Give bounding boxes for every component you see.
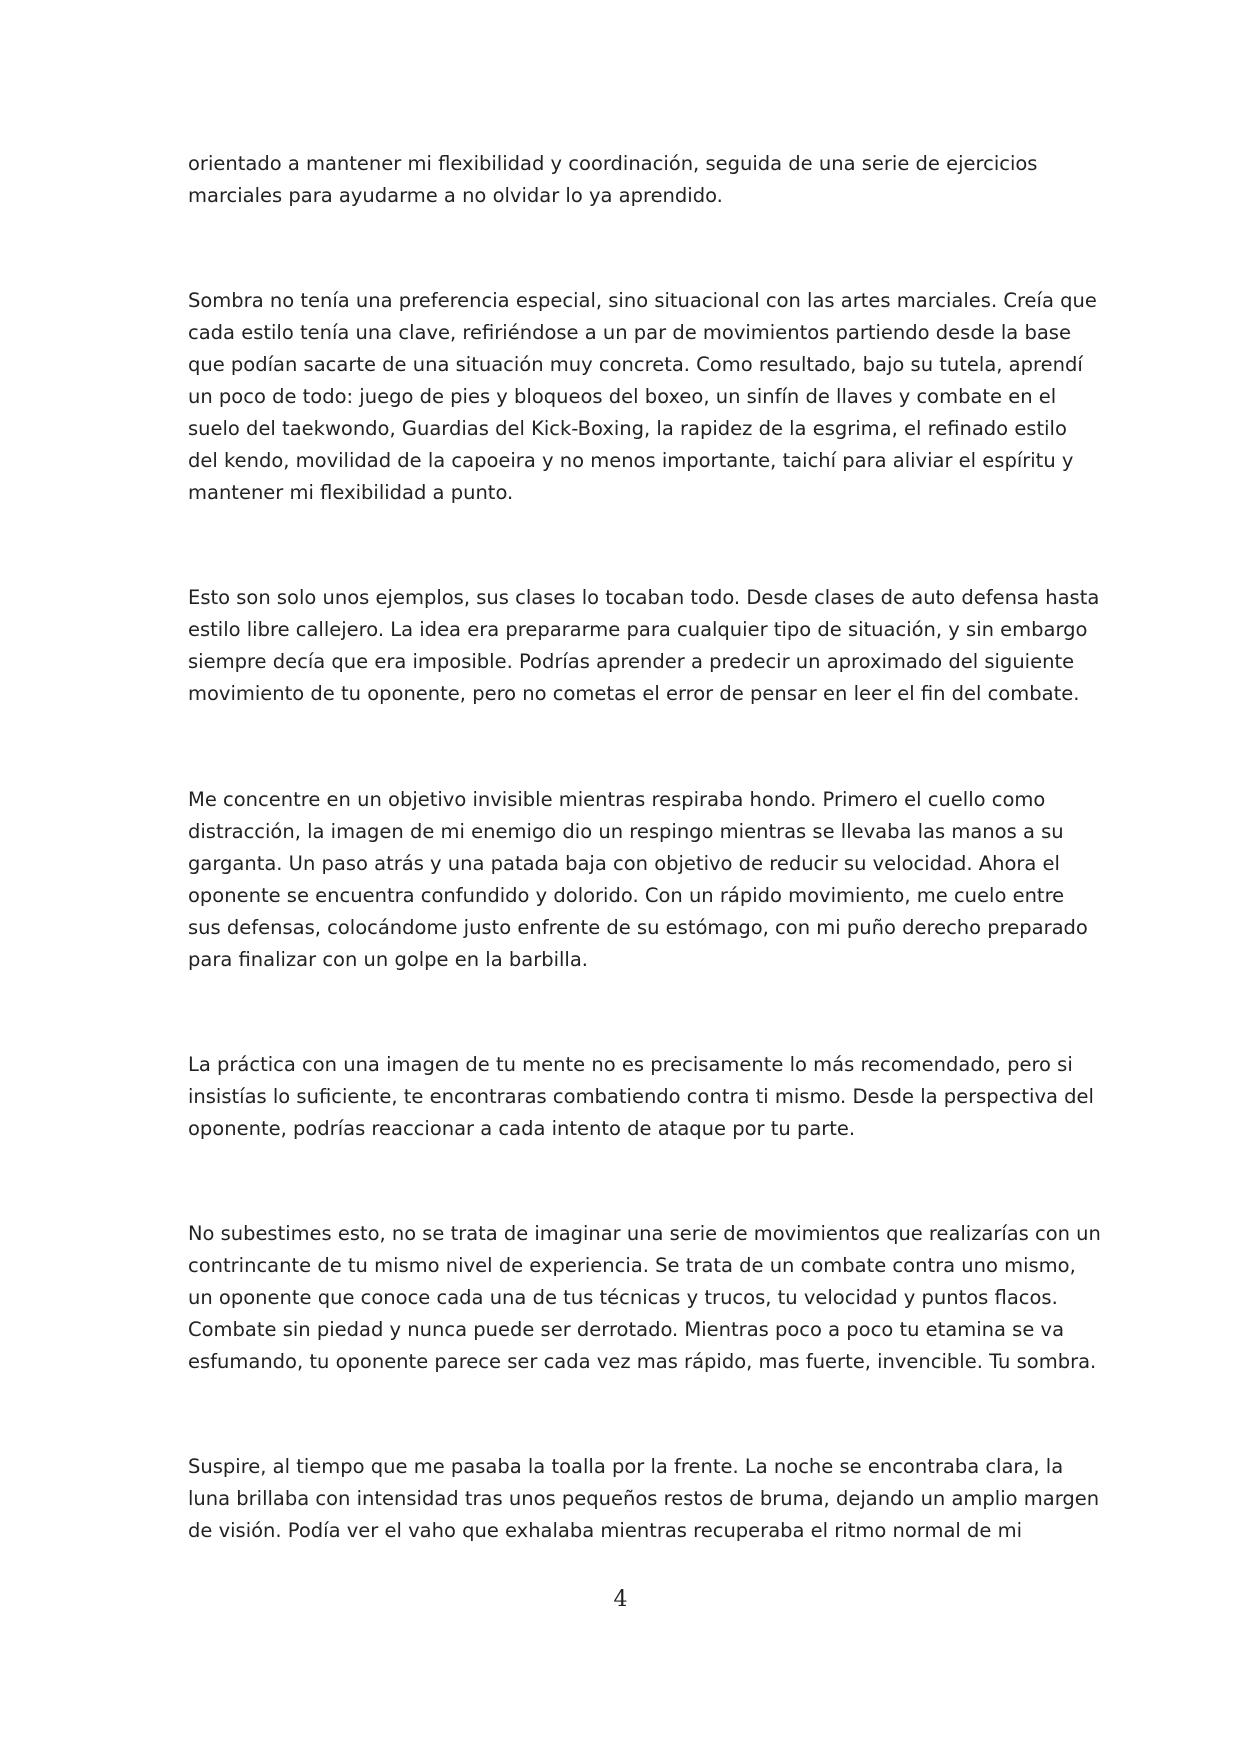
text-line: insistías lo suficiente, te encontraras combatiendo contra ti mismo. Desde la perspectiva del <box>188 1085 1094 1108</box>
text-line: esfumando, tu oponente parece ser cada vez mas rápido, mas fuerte, invencible. Tu sombra. <box>188 1350 1097 1373</box>
text-line: para finalizar con un golpe en la barbilla. <box>188 948 588 971</box>
text-line: de visión. Podía ver el vaho que exhalaba mientras recuperaba el ritmo normal de mi <box>188 1519 1023 1542</box>
text-line: Me concentre en un objetivo invisible mientras respiraba hondo. Primero el cuello como <box>188 788 1046 811</box>
text-line: oponente se encuentra confundido y dolorido. Con un rápido movimiento, me cuelo entre <box>188 884 1065 907</box>
text-line: sus defensas, colocándome justo enfrente de su estómago, con mi puño derecho preparado <box>188 916 1088 939</box>
text-line: siempre decía que era imposible. Podrías aprender a predecir un aproximado del siguiente <box>188 650 1075 673</box>
text-line: oponente, podrías reaccionar a cada intento de ataque por tu parte. <box>188 1117 856 1140</box>
text-line: Esto son solo unos ejemplos, sus clases lo tocaban todo. Desde clases de auto defensa hasta <box>188 586 1100 609</box>
text-line: No subestimes esto, no se trata de imaginar una serie de movimientos que realizarías con un <box>188 1222 1101 1245</box>
text-line: luna brillaba con intensidad tras unos pequeños restos de bruma, dejando un amplio margen <box>188 1487 1100 1510</box>
text-line: La práctica con una imagen de tu mente no es precisamente lo más recomendado, pero si <box>188 1053 1073 1076</box>
text-line: del kendo, movilidad de la capoeira y no menos importante, taichí para aliviar el espíritu y <box>188 449 1074 472</box>
text-line: contrincante de tu mismo nivel de experiencia. Se trata de un combate contra uno mismo, <box>188 1254 1076 1277</box>
text-line: marciales para ayudarme a no olvidar lo ya aprendido. <box>188 184 723 207</box>
text-line: Suspire, al tiempo que me pasaba la toalla por la frente. La noche se encontraba clara, la <box>188 1455 1064 1478</box>
text-line: un oponente que conoce cada una de tus técnicas y trucos, tu velocidad y puntos flacos. <box>188 1286 1058 1309</box>
text-line: mantener mi flexibilidad a punto. <box>188 481 514 504</box>
text-line: garganta. Un paso atrás y una patada baja con objetivo de reducir su velocidad. Ahora el <box>188 852 1060 875</box>
text-line: que podían sacarte de una situación muy concreta. Como resultado, bajo su tutela, aprendí <box>188 353 1083 376</box>
text-line: distracción, la imagen de mi enemigo dio un respingo mientras se llevaba las manos a su <box>188 820 1064 843</box>
text-line: un poco de todo: juego de pies y bloqueos del boxeo, un sinfín de llaves y combate en el <box>188 385 1057 408</box>
text-line: suelo del taekwondo, Guardias del Kick-Boxing, la rapidez de la esgrima, el refinado estilo <box>188 417 1067 440</box>
text-line: movimiento de tu oponente, pero no cometas el error de pensar en leer el fin del combate. <box>188 682 1080 705</box>
text-line: orientado a mantener mi flexibilidad y coordinación, seguida de una serie de ejercicios <box>188 152 1038 175</box>
text-line: cada estilo tenía una clave, refiriéndose a un par de movimientos partiendo desde la base <box>188 321 1071 344</box>
page-number: 4 <box>613 1587 628 1612</box>
text-line: Sombra no tenía una preferencia especial, sino situacional con las artes marciales. Creía que <box>188 289 1097 312</box>
text-line: Combate sin piedad y nunca puede ser derrotado. Mientras poco a poco tu etamina se va <box>188 1318 1065 1341</box>
text-line: estilo libre callejero. La idea era prepararme para cualquier tipo de situación, y sin embargo <box>188 618 1088 641</box>
